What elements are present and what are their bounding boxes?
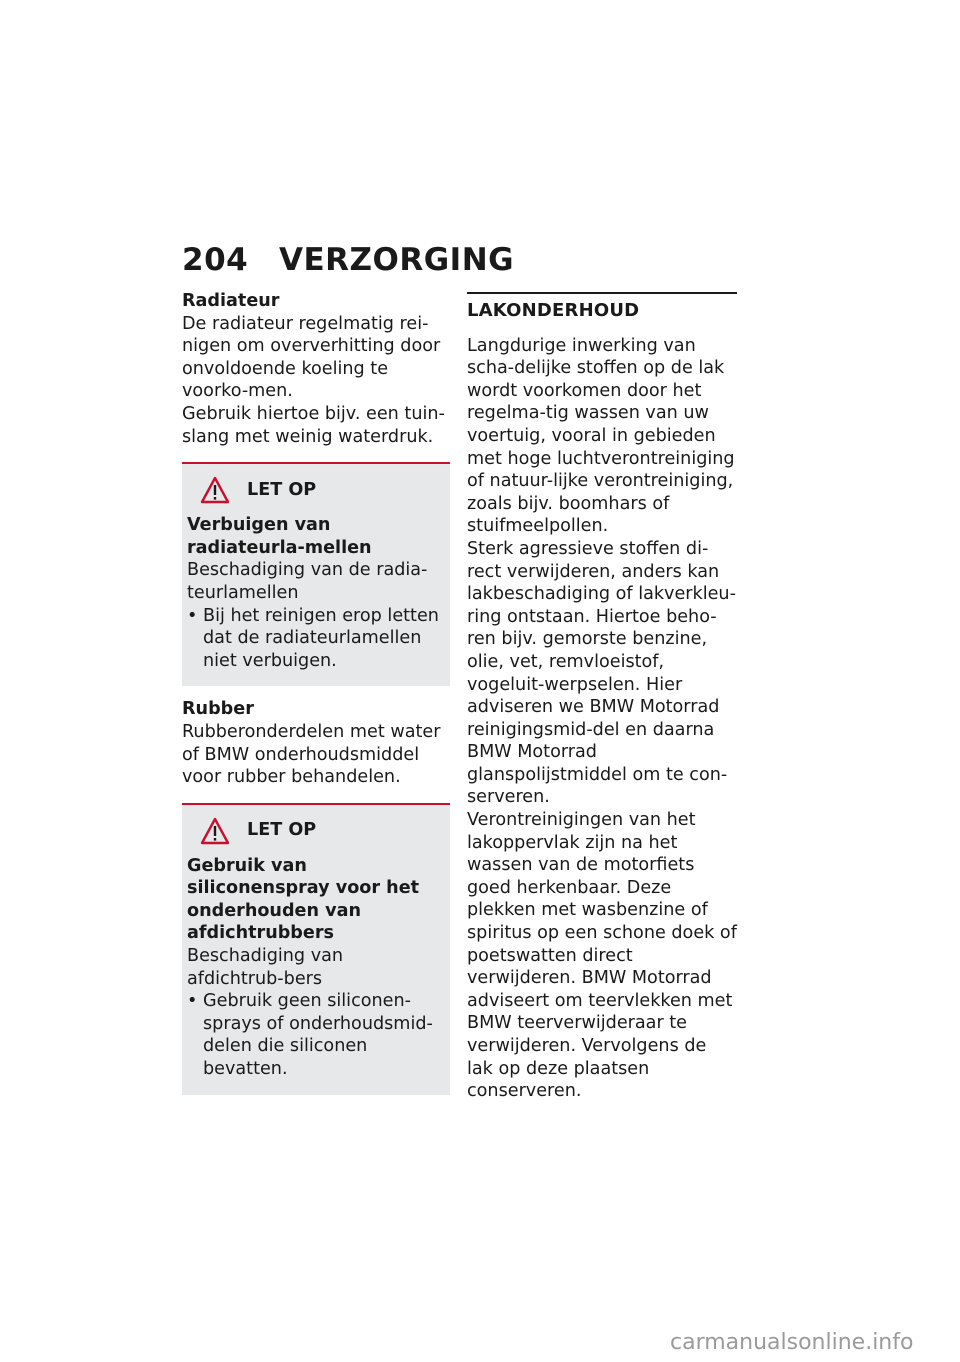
page-number: 204 — [182, 242, 249, 278]
notice-text: Beschadiging van de radia-teurlamellen — [187, 560, 428, 603]
paint-para-3: Verontreinigingen van het lakoppervlak zijn na het wassen van de motorfiets goed herkenbaar. Deze plekken met wasbenzine of spiritus op een schone doek of poetswatten direct verwijderen. BMW Motorrad adviseert om teervlekken met BMW teerverwijderaar te verwijderen. Vervolgens de lak op deze plaatsen conserveren. — [467, 810, 737, 1102]
notice-label: LET OP — [247, 479, 317, 500]
notice-bullet — [187, 990, 445, 1080]
chapter-title: VERZORGING — [279, 242, 515, 278]
right-column — [467, 290, 737, 1103]
notice-radiator — [182, 462, 450, 686]
radiator-para-2: Gebruik hiertoe bijv. een tuin-slang met weinig waterdruk. — [182, 403, 445, 447]
notice-header — [187, 476, 445, 504]
warning-triangle-icon — [200, 476, 230, 504]
paint-para-2: Sterk agressieve stoffen di-rect verwijderen, anders kan lakbeschadiging of lakverkleu-ring ontstaan. Hiertoe beho-ren bijv. gemorste benzine, olie, vet, remvloeistof, vogeluit-werpselen. Hier adviseren we BMW Motorrad reinigingsmid-del en daarna BMW Motorrad glanspolijstmiddel om te con-serveren. — [467, 538, 736, 808]
section-title: LAKONDERHOUD — [467, 300, 640, 321]
rubber-heading: Rubber — [182, 699, 254, 720]
notice-bullet-text: Gebruik geen siliconen-sprays of onderhoudsmid-delen die siliconen bevatten. — [203, 991, 433, 1080]
section-rule — [467, 292, 737, 294]
rubber-para: Rubberonderdelen met water of BMW onderhoudsmiddel voor rubber behandelen. — [182, 721, 441, 788]
paint-para-1: Langdurige inwerking van scha-delijke stoffen op de lak wordt voorkomen door het regelma-tig wassen van uw voertuig, vooral in gebieden met hoge luchtverontreiniging of natuur-lijke verontreiniging, zoals bijv. boomhars of stuifmeelpollen. — [467, 335, 735, 537]
bullet-dot-icon: • — [187, 605, 198, 626]
notice-bullet-text: Bij het reinigen erop letten dat de radiateurlamellen niet verbuigen. — [203, 605, 439, 671]
page-header — [182, 238, 514, 282]
radiator-heading: Radiateur — [182, 291, 280, 311]
notice-title: Gebruik van siliconenspray voor het onderhouden van afdichtrubbers — [187, 855, 420, 944]
bullet-dot-icon: • — [187, 991, 198, 1012]
notice-text: Beschadiging van afdichtrub-bers — [187, 946, 344, 989]
notice-title: Verbuigen van radiateurla-mellen — [187, 515, 372, 558]
notice-label: LET OP — [247, 820, 317, 841]
warning-triangle-icon — [200, 817, 230, 845]
notice-header — [187, 817, 445, 845]
notice-rubber — [182, 803, 450, 1095]
left-column — [182, 290, 450, 1095]
watermark-text: carmanualsonline.info — [670, 1330, 914, 1355]
notice-bullet — [187, 605, 445, 673]
radiator-para-1: De radiateur regelmatig rei-nigen om oververhitting door onvoldoende koeling te voorko-men. — [182, 313, 441, 402]
